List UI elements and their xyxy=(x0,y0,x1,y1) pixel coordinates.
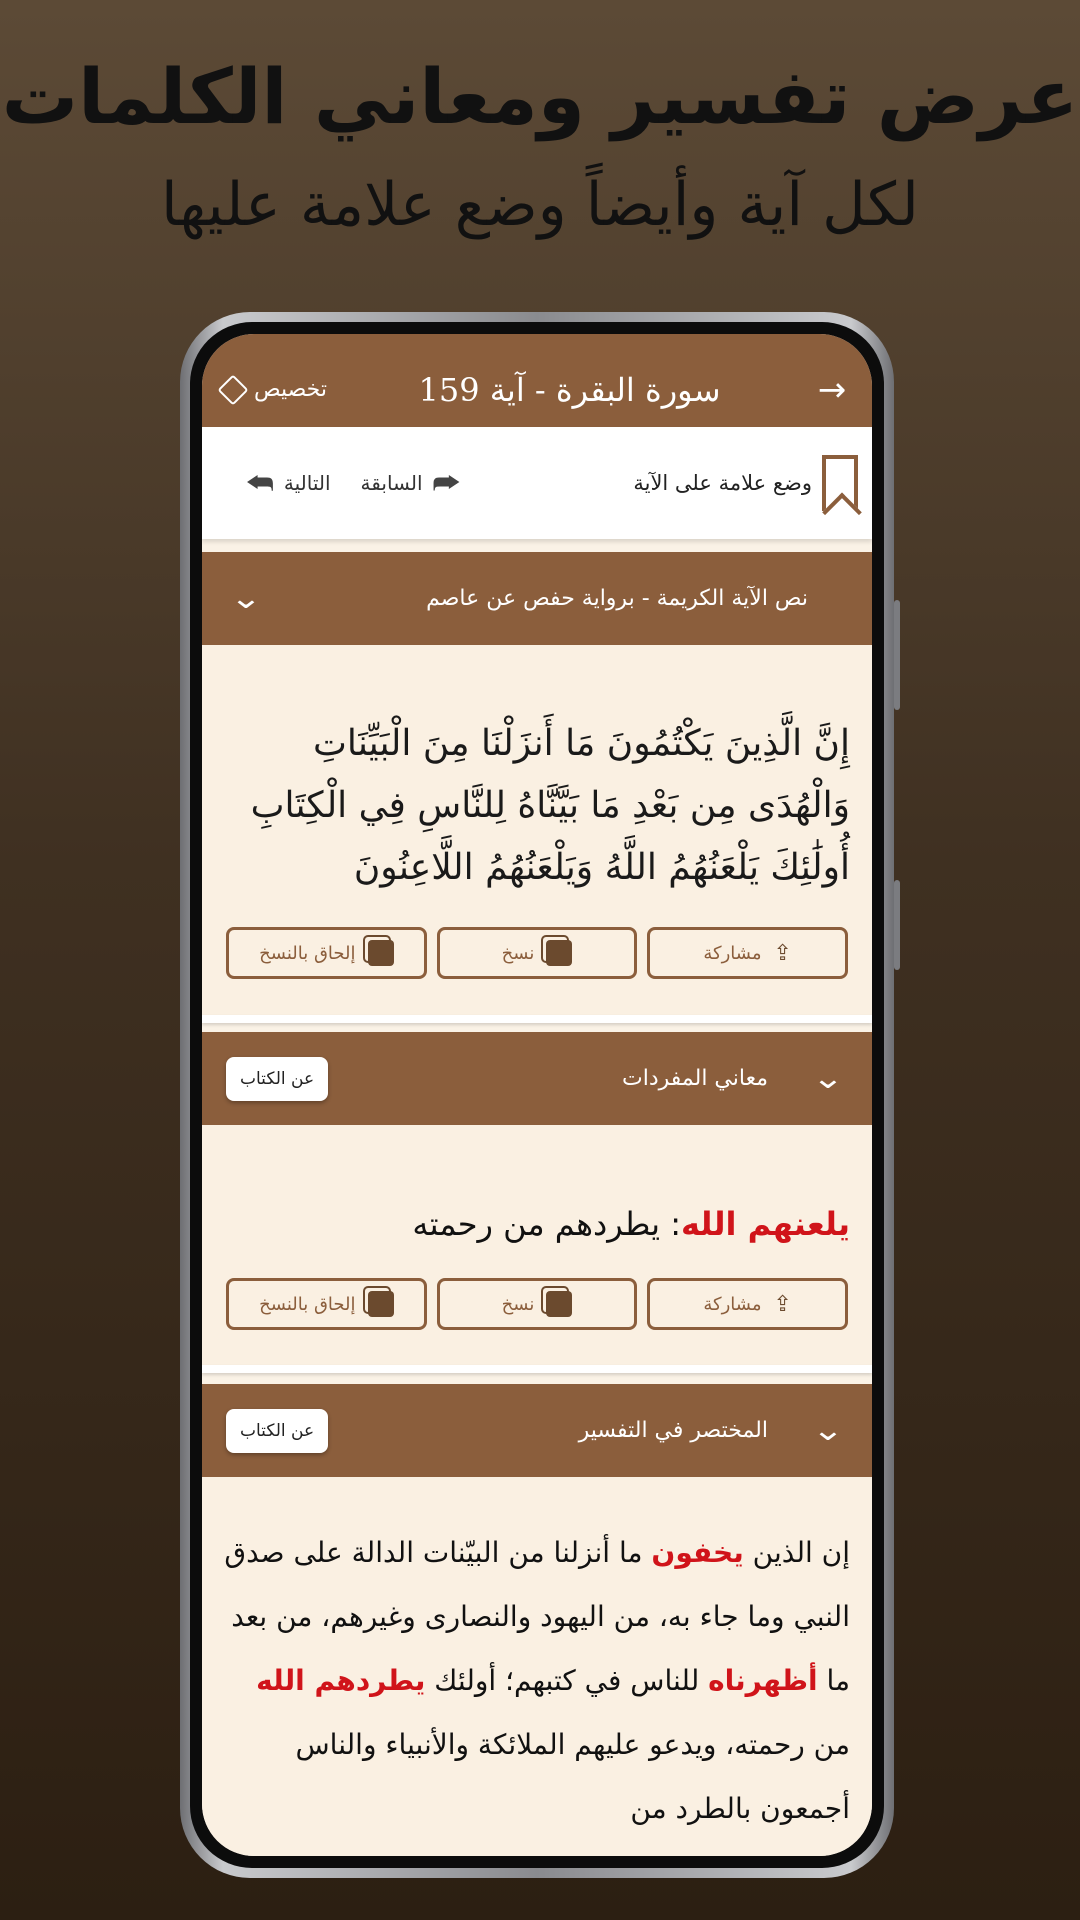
share-label: مشاركة xyxy=(703,942,762,964)
tafsir-part: إن الذين xyxy=(743,1536,850,1569)
section-divider xyxy=(202,1365,872,1373)
previous-button[interactable] xyxy=(361,466,461,501)
meanings-section-body xyxy=(202,1125,872,1365)
paint-brush-icon xyxy=(217,374,248,405)
meanings-actions xyxy=(202,1278,872,1330)
append-copy-button[interactable] xyxy=(226,927,427,979)
share-upload-icon: ⇪ xyxy=(773,940,792,966)
meaning-text: يطردهم من رحمته xyxy=(412,1205,671,1243)
verse-section-title: نص الآية الكريمة - برواية حفص عن عاصم xyxy=(426,586,808,611)
share-forward-icon: ⮫ xyxy=(432,465,461,501)
append-copy-button[interactable] xyxy=(226,1278,427,1330)
about-book-button[interactable]: عن الكتاب xyxy=(226,1057,328,1101)
share-button[interactable] xyxy=(647,927,848,979)
page-title: سورة البقرة - آية 159 xyxy=(418,370,721,409)
bookmark-icon[interactable] xyxy=(822,455,858,511)
chevron-down-icon[interactable]: ⌄ xyxy=(811,1061,845,1096)
copy-icon xyxy=(368,940,394,966)
promo-title: عرض تفسير ومعاني الكلمات xyxy=(1,52,1079,141)
ayah-toolbar xyxy=(202,427,872,539)
chevron-down-icon[interactable]: ⌄ xyxy=(811,1413,845,1448)
tafsir-section-header[interactable] xyxy=(202,1384,872,1477)
reply-back-icon: ⮪ xyxy=(246,465,274,501)
next-button[interactable] xyxy=(246,466,331,501)
append-copy-label: إلحاق بالنسخ xyxy=(259,1293,356,1315)
phone-power-button xyxy=(894,600,900,710)
previous-label: السابقة xyxy=(360,471,423,495)
top-app-bar xyxy=(202,334,872,427)
copy-label: نسخ xyxy=(501,1293,535,1315)
verse-actions xyxy=(202,927,872,979)
copy-label: نسخ xyxy=(501,942,535,964)
phone-volume-button xyxy=(894,880,900,970)
tafsir-section-title: المختصر في التفسير xyxy=(578,1418,768,1443)
copy-icon xyxy=(546,940,572,966)
tafsir-section-body xyxy=(202,1477,872,1856)
copy-button[interactable] xyxy=(437,927,638,979)
meanings-section-header[interactable] xyxy=(202,1032,872,1125)
tafsir-part: من رحمته، ويدعو عليهم الملائكة والأنبياء والناس أجمعون بالطرد من xyxy=(295,1728,850,1825)
share-button[interactable] xyxy=(647,1278,848,1330)
meanings-section-title: معاني المفردات xyxy=(622,1066,768,1091)
phone-frame xyxy=(180,312,894,1878)
tafsir-highlight: يخفون xyxy=(651,1536,744,1569)
tafsir-highlight: يطردهم الله xyxy=(256,1664,426,1697)
about-book-button[interactable]: عن الكتاب xyxy=(226,1409,328,1453)
verse-section-body xyxy=(202,645,872,1015)
bookmark-label[interactable]: وضع علامة على الآية xyxy=(633,471,812,495)
phone-bezel xyxy=(190,322,884,1868)
tafsir-text xyxy=(202,1477,872,1841)
copy-icon xyxy=(546,1291,572,1317)
customize-label: تخصيص xyxy=(254,377,327,402)
promo-subtitle: لكل آية وأيضاً وضع علامة عليها xyxy=(161,170,919,240)
tafsir-highlight: أظهرناه xyxy=(708,1664,818,1697)
meaning-colon: : xyxy=(670,1205,681,1243)
app-screen xyxy=(202,334,872,1856)
customize-button[interactable] xyxy=(222,377,327,402)
verse-section-header[interactable] xyxy=(202,552,872,645)
word-meaning xyxy=(202,1125,872,1243)
tafsir-part: للناس في كتبهم؛ أولئك xyxy=(425,1664,709,1697)
share-upload-icon: ⇪ xyxy=(773,1291,792,1317)
copy-icon xyxy=(368,1291,394,1317)
copy-button[interactable] xyxy=(437,1278,638,1330)
chevron-down-icon[interactable]: ⌄ xyxy=(229,581,263,616)
section-divider xyxy=(202,1015,872,1023)
share-label: مشاركة xyxy=(703,1293,762,1315)
tafsir-part: ما أنزلنا من البيّنات الدالة على صدق النبي وما جاء به، من اليهود والنصارى وغيرهم، من بعد ما xyxy=(224,1536,850,1697)
append-copy-label: إلحاق بالنسخ xyxy=(259,942,356,964)
arrow-right-icon[interactable]: → xyxy=(817,369,847,410)
verse-text: إِنَّ الَّذِينَ يَكْتُمُونَ مَا أَنزَلْنَا مِنَ الْبَيِّنَاتِ وَالْهُدَى مِن بَعْدِ مَا بَيَّنَّاهُ لِلنَّاسِ فِي الْكِتَابِ أُولَٰئِكَ يَلْعَنُهُمُ اللَّهُ وَيَلْعَنُهُمُ اللَّاعِنُونَ xyxy=(250,723,850,888)
next-label: التالية xyxy=(283,471,331,495)
highlighted-word: يلعنهم الله xyxy=(680,1205,850,1243)
